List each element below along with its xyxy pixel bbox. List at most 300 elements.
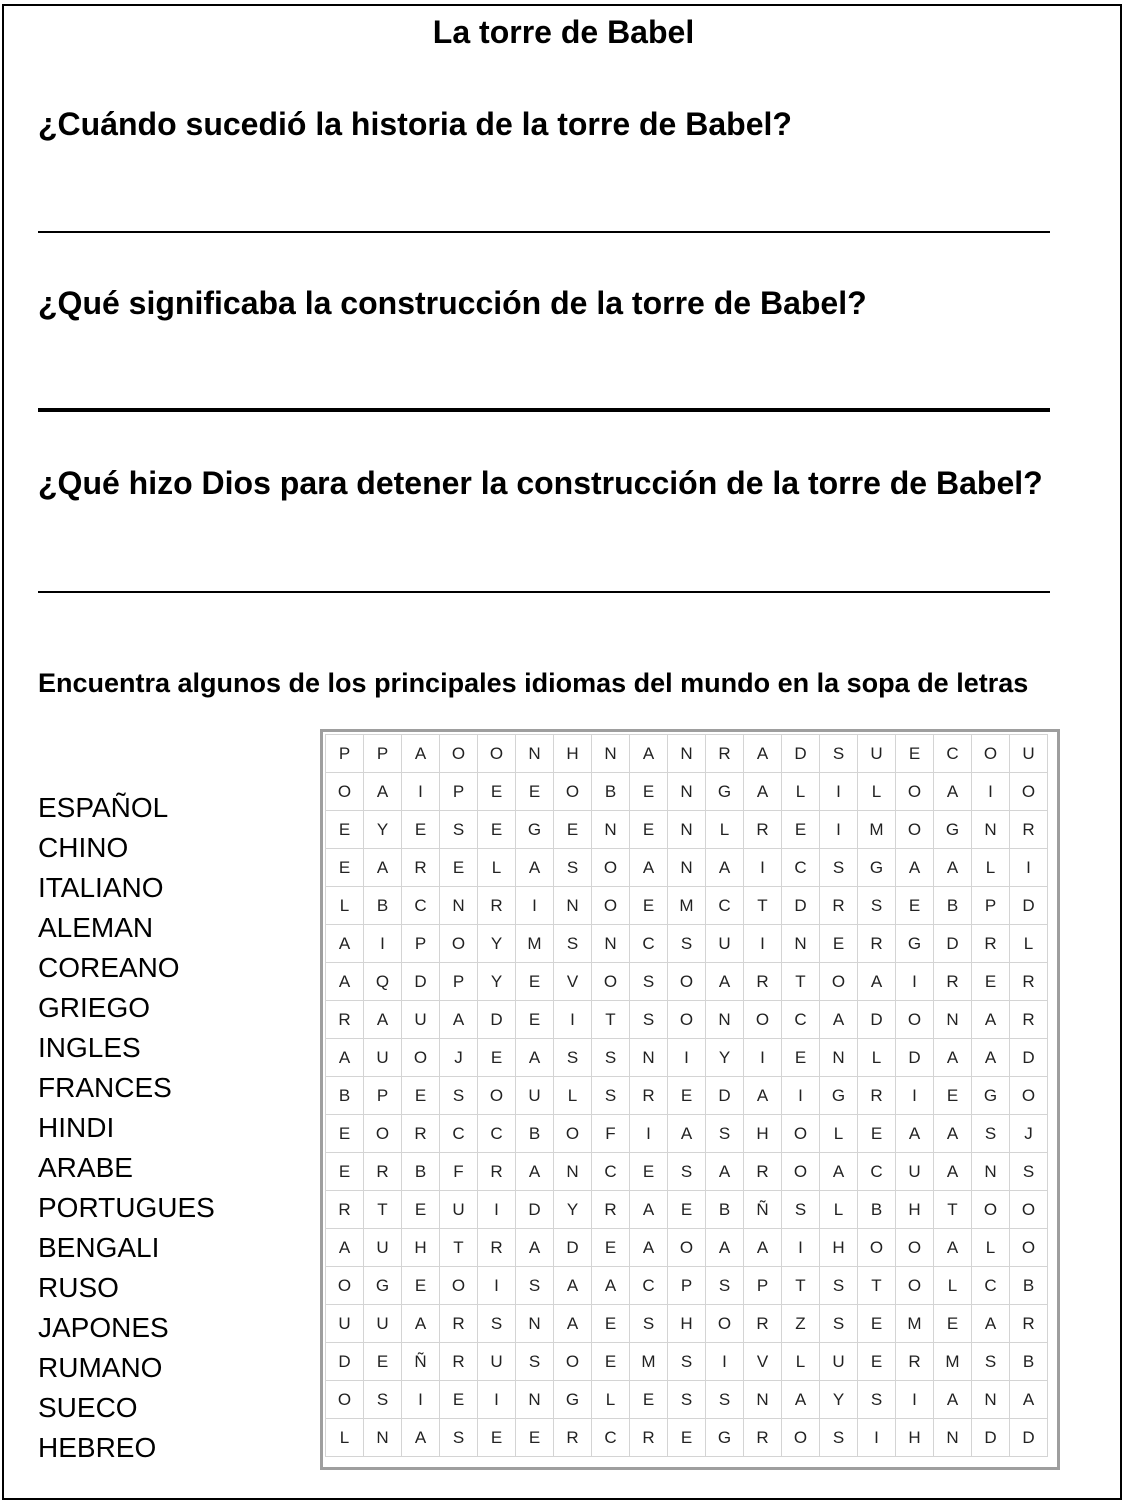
grid-cell[interactable]: E — [592, 1343, 630, 1381]
grid-cell[interactable]: R — [440, 1305, 478, 1343]
grid-cell[interactable]: B — [402, 1153, 440, 1191]
grid-cell[interactable]: E — [896, 887, 934, 925]
grid-cell[interactable]: G — [858, 849, 896, 887]
grid-cell[interactable]: I — [1010, 849, 1048, 887]
grid-cell[interactable]: R — [744, 1419, 782, 1457]
grid-cell[interactable]: G — [896, 925, 934, 963]
grid-cell[interactable]: S — [706, 1267, 744, 1305]
grid-cell[interactable]: A — [934, 1115, 972, 1153]
grid-cell[interactable]: I — [402, 773, 440, 811]
grid-cell[interactable]: O — [592, 887, 630, 925]
grid-cell[interactable]: A — [630, 1229, 668, 1267]
grid-cell[interactable]: R — [1010, 1305, 1048, 1343]
grid-cell[interactable]: A — [934, 1153, 972, 1191]
grid-cell[interactable]: I — [782, 1229, 820, 1267]
grid-cell[interactable]: L — [972, 849, 1010, 887]
grid-cell[interactable]: D — [896, 1039, 934, 1077]
grid-cell[interactable]: E — [478, 1039, 516, 1077]
grid-cell[interactable]: E — [402, 1191, 440, 1229]
grid-cell[interactable]: S — [782, 1191, 820, 1229]
answer-line-3[interactable] — [38, 591, 1050, 593]
grid-cell[interactable]: I — [478, 1381, 516, 1419]
grid-cell[interactable]: E — [402, 811, 440, 849]
grid-cell[interactable]: E — [630, 887, 668, 925]
grid-cell[interactable]: E — [630, 773, 668, 811]
grid-cell[interactable]: I — [364, 925, 402, 963]
grid-cell[interactable]: S — [478, 1305, 516, 1343]
grid-cell[interactable]: A — [820, 1153, 858, 1191]
grid-cell[interactable]: N — [630, 1039, 668, 1077]
grid-cell[interactable]: D — [1010, 1419, 1048, 1457]
grid-cell[interactable]: E — [934, 1077, 972, 1115]
grid-cell[interactable]: A — [592, 1267, 630, 1305]
grid-cell[interactable]: U — [706, 925, 744, 963]
grid-cell[interactable]: A — [934, 1039, 972, 1077]
grid-cell[interactable]: E — [478, 773, 516, 811]
grid-cell[interactable]: D — [1010, 1039, 1048, 1077]
grid-cell[interactable]: B — [934, 887, 972, 925]
grid-cell[interactable]: A — [326, 963, 364, 1001]
grid-cell[interactable]: A — [402, 1305, 440, 1343]
grid-cell[interactable]: A — [744, 773, 782, 811]
grid-cell[interactable]: S — [364, 1381, 402, 1419]
grid-cell[interactable]: B — [858, 1191, 896, 1229]
grid-cell[interactable]: C — [934, 735, 972, 773]
grid-cell[interactable]: A — [554, 1267, 592, 1305]
grid-cell[interactable]: O — [706, 1305, 744, 1343]
grid-cell[interactable]: I — [478, 1191, 516, 1229]
grid-cell[interactable]: V — [744, 1343, 782, 1381]
grid-cell[interactable]: R — [478, 1229, 516, 1267]
grid-cell[interactable]: U — [478, 1343, 516, 1381]
grid-cell[interactable]: T — [782, 1267, 820, 1305]
grid-cell[interactable]: P — [440, 773, 478, 811]
grid-cell[interactable]: L — [782, 773, 820, 811]
grid-cell[interactable]: N — [668, 735, 706, 773]
answer-line-2[interactable] — [38, 408, 1050, 412]
grid-cell[interactable]: Q — [364, 963, 402, 1001]
grid-cell[interactable]: J — [440, 1039, 478, 1077]
grid-cell[interactable]: C — [630, 925, 668, 963]
grid-cell[interactable]: A — [364, 849, 402, 887]
grid-cell[interactable]: L — [858, 1039, 896, 1077]
grid-cell[interactable]: L — [858, 773, 896, 811]
grid-cell[interactable]: Y — [820, 1381, 858, 1419]
grid-cell[interactable]: A — [706, 963, 744, 1001]
grid-cell[interactable]: C — [706, 887, 744, 925]
grid-cell[interactable]: A — [972, 1001, 1010, 1039]
grid-cell[interactable]: A — [326, 925, 364, 963]
grid-cell[interactable]: O — [1010, 773, 1048, 811]
grid-cell[interactable]: R — [972, 925, 1010, 963]
grid-cell[interactable]: E — [326, 1115, 364, 1153]
grid-cell[interactable]: H — [744, 1115, 782, 1153]
grid-cell[interactable]: D — [516, 1191, 554, 1229]
grid-cell[interactable]: E — [782, 811, 820, 849]
grid-cell[interactable]: H — [402, 1229, 440, 1267]
grid-cell[interactable]: S — [592, 1039, 630, 1077]
grid-cell[interactable]: B — [326, 1077, 364, 1115]
grid-cell[interactable]: E — [516, 1419, 554, 1457]
grid-cell[interactable]: H — [896, 1191, 934, 1229]
grid-cell[interactable]: M — [630, 1343, 668, 1381]
grid-cell[interactable]: Y — [554, 1191, 592, 1229]
grid-cell[interactable]: S — [820, 735, 858, 773]
grid-cell[interactable]: R — [1010, 811, 1048, 849]
grid-cell[interactable]: O — [592, 849, 630, 887]
grid-cell[interactable]: O — [554, 1115, 592, 1153]
grid-cell[interactable]: R — [744, 811, 782, 849]
grid-cell[interactable]: O — [478, 735, 516, 773]
grid-cell[interactable]: M — [858, 811, 896, 849]
grid-cell[interactable]: A — [364, 773, 402, 811]
grid-cell[interactable]: G — [934, 811, 972, 849]
grid-cell[interactable]: C — [478, 1115, 516, 1153]
grid-cell[interactable]: N — [972, 1153, 1010, 1191]
grid-cell[interactable]: A — [630, 1191, 668, 1229]
grid-cell[interactable]: S — [516, 1267, 554, 1305]
grid-cell[interactable]: E — [364, 1343, 402, 1381]
grid-cell[interactable]: I — [744, 849, 782, 887]
grid-cell[interactable]: U — [364, 1229, 402, 1267]
grid-cell[interactable]: E — [858, 1343, 896, 1381]
grid-cell[interactable]: O — [782, 1153, 820, 1191]
grid-cell[interactable]: C — [592, 1419, 630, 1457]
grid-cell[interactable]: O — [896, 811, 934, 849]
grid-cell[interactable]: D — [934, 925, 972, 963]
grid-cell[interactable]: S — [820, 849, 858, 887]
grid-cell[interactable]: R — [744, 963, 782, 1001]
grid-cell[interactable]: M — [668, 887, 706, 925]
grid-cell[interactable]: R — [402, 849, 440, 887]
grid-cell[interactable]: L — [326, 1419, 364, 1457]
grid-cell[interactable]: G — [820, 1077, 858, 1115]
grid-cell[interactable]: U — [1010, 735, 1048, 773]
grid-cell[interactable]: L — [972, 1229, 1010, 1267]
grid-cell[interactable]: A — [668, 1115, 706, 1153]
grid-cell[interactable]: O — [668, 1229, 706, 1267]
grid-cell[interactable]: N — [592, 925, 630, 963]
grid-cell[interactable]: S — [630, 963, 668, 1001]
grid-cell[interactable]: O — [402, 1039, 440, 1077]
grid-cell[interactable]: S — [668, 925, 706, 963]
grid-cell[interactable]: N — [668, 811, 706, 849]
grid-cell[interactable]: N — [934, 1001, 972, 1039]
grid-cell[interactable]: O — [440, 1267, 478, 1305]
grid-cell[interactable]: N — [744, 1381, 782, 1419]
grid-cell[interactable]: O — [478, 1077, 516, 1115]
grid-cell[interactable]: E — [782, 1039, 820, 1077]
grid-cell[interactable]: A — [934, 849, 972, 887]
grid-cell[interactable]: E — [478, 1419, 516, 1457]
grid-cell[interactable]: T — [858, 1267, 896, 1305]
grid-cell[interactable]: L — [820, 1115, 858, 1153]
grid-cell[interactable]: L — [592, 1381, 630, 1419]
grid-cell[interactable]: N — [972, 1381, 1010, 1419]
grid-cell[interactable]: D — [858, 1001, 896, 1039]
grid-cell[interactable]: N — [516, 1305, 554, 1343]
grid-cell[interactable]: Y — [478, 963, 516, 1001]
grid-cell[interactable]: A — [516, 1153, 554, 1191]
grid-cell[interactable]: I — [744, 1039, 782, 1077]
grid-cell[interactable]: A — [516, 849, 554, 887]
grid-cell[interactable]: B — [364, 887, 402, 925]
grid-cell[interactable]: S — [668, 1153, 706, 1191]
grid-cell[interactable]: S — [554, 849, 592, 887]
grid-cell[interactable]: N — [592, 811, 630, 849]
grid-cell[interactable]: H — [668, 1305, 706, 1343]
grid-cell[interactable]: S — [820, 1267, 858, 1305]
grid-cell[interactable]: E — [440, 1381, 478, 1419]
grid-cell[interactable]: R — [1010, 963, 1048, 1001]
grid-cell[interactable]: R — [630, 1419, 668, 1457]
grid-cell[interactable]: M — [516, 925, 554, 963]
grid-cell[interactable]: L — [782, 1343, 820, 1381]
grid-cell[interactable]: O — [782, 1419, 820, 1457]
grid-cell[interactable]: A — [364, 1001, 402, 1039]
grid-cell[interactable]: T — [364, 1191, 402, 1229]
grid-cell[interactable]: L — [820, 1191, 858, 1229]
grid-cell[interactable]: A — [516, 1039, 554, 1077]
grid-cell[interactable]: C — [972, 1267, 1010, 1305]
grid-cell[interactable]: U — [364, 1305, 402, 1343]
grid-cell[interactable]: S — [1010, 1153, 1048, 1191]
grid-cell[interactable]: L — [326, 887, 364, 925]
grid-cell[interactable]: L — [478, 849, 516, 887]
grid-cell[interactable]: D — [782, 887, 820, 925]
grid-cell[interactable]: B — [706, 1191, 744, 1229]
grid-cell[interactable]: U — [364, 1039, 402, 1077]
grid-cell[interactable]: G — [706, 1419, 744, 1457]
grid-cell[interactable]: E — [516, 773, 554, 811]
grid-cell[interactable]: N — [972, 811, 1010, 849]
grid-cell[interactable]: U — [858, 735, 896, 773]
grid-cell[interactable]: H — [554, 735, 592, 773]
grid-cell[interactable]: R — [478, 1153, 516, 1191]
grid-cell[interactable]: I — [744, 925, 782, 963]
grid-cell[interactable]: M — [896, 1305, 934, 1343]
grid-cell[interactable]: O — [1010, 1229, 1048, 1267]
grid-cell[interactable]: L — [1010, 925, 1048, 963]
grid-cell[interactable]: S — [554, 925, 592, 963]
grid-cell[interactable]: G — [554, 1381, 592, 1419]
grid-cell[interactable]: N — [820, 1039, 858, 1077]
grid-cell[interactable]: O — [896, 1229, 934, 1267]
grid-cell[interactable]: D — [402, 963, 440, 1001]
grid-cell[interactable]: A — [820, 1001, 858, 1039]
grid-cell[interactable]: D — [478, 1001, 516, 1039]
grid-cell[interactable]: C — [402, 887, 440, 925]
grid-cell[interactable]: U — [516, 1077, 554, 1115]
grid-cell[interactable]: E — [326, 849, 364, 887]
grid-cell[interactable]: T — [440, 1229, 478, 1267]
grid-cell[interactable]: A — [706, 849, 744, 887]
grid-cell[interactable]: E — [402, 1267, 440, 1305]
grid-cell[interactable]: S — [440, 1077, 478, 1115]
grid-cell[interactable]: Ñ — [744, 1191, 782, 1229]
grid-cell[interactable]: F — [592, 1115, 630, 1153]
grid-cell[interactable]: S — [706, 1381, 744, 1419]
grid-cell[interactable]: O — [440, 925, 478, 963]
grid-cell[interactable]: I — [706, 1343, 744, 1381]
answer-line-1[interactable] — [38, 231, 1050, 233]
grid-cell[interactable]: P — [440, 963, 478, 1001]
grid-cell[interactable]: I — [896, 1381, 934, 1419]
grid-cell[interactable]: I — [782, 1077, 820, 1115]
grid-cell[interactable]: E — [440, 849, 478, 887]
grid-cell[interactable]: A — [858, 963, 896, 1001]
grid-cell[interactable]: R — [402, 1115, 440, 1153]
grid-cell[interactable]: E — [326, 1153, 364, 1191]
grid-cell[interactable]: G — [516, 811, 554, 849]
grid-cell[interactable]: U — [326, 1305, 364, 1343]
grid-cell[interactable]: I — [820, 773, 858, 811]
grid-cell[interactable]: A — [744, 735, 782, 773]
grid-cell[interactable]: O — [668, 963, 706, 1001]
grid-cell[interactable]: R — [592, 1191, 630, 1229]
grid-cell[interactable]: F — [440, 1153, 478, 1191]
grid-cell[interactable]: I — [858, 1419, 896, 1457]
grid-cell[interactable]: N — [592, 735, 630, 773]
grid-cell[interactable]: E — [516, 963, 554, 1001]
grid-cell[interactable]: I — [896, 1077, 934, 1115]
grid-cell[interactable]: E — [896, 735, 934, 773]
grid-cell[interactable]: R — [326, 1001, 364, 1039]
grid-cell[interactable]: N — [516, 1381, 554, 1419]
grid-cell[interactable]: S — [440, 1419, 478, 1457]
grid-cell[interactable]: S — [440, 811, 478, 849]
grid-cell[interactable]: B — [1010, 1343, 1048, 1381]
grid-cell[interactable]: R — [326, 1191, 364, 1229]
grid-cell[interactable]: A — [972, 1039, 1010, 1077]
grid-cell[interactable]: S — [630, 1305, 668, 1343]
grid-cell[interactable]: E — [402, 1077, 440, 1115]
grid-cell[interactable]: R — [1010, 1001, 1048, 1039]
grid-cell[interactable]: R — [744, 1153, 782, 1191]
grid-cell[interactable]: P — [364, 735, 402, 773]
grid-cell[interactable]: N — [668, 849, 706, 887]
grid-cell[interactable]: P — [972, 887, 1010, 925]
grid-cell[interactable]: N — [364, 1419, 402, 1457]
grid-cell[interactable]: E — [858, 1305, 896, 1343]
grid-cell[interactable]: D — [326, 1343, 364, 1381]
grid-cell[interactable]: U — [440, 1191, 478, 1229]
grid-cell[interactable]: N — [782, 925, 820, 963]
grid-cell[interactable]: A — [630, 735, 668, 773]
grid-cell[interactable]: S — [516, 1343, 554, 1381]
grid-cell[interactable]: A — [326, 1229, 364, 1267]
grid-cell[interactable]: O — [554, 773, 592, 811]
grid-cell[interactable]: A — [934, 1229, 972, 1267]
grid-cell[interactable]: E — [668, 1077, 706, 1115]
grid-cell[interactable]: A — [744, 1229, 782, 1267]
grid-cell[interactable]: R — [858, 1077, 896, 1115]
grid-cell[interactable]: S — [706, 1115, 744, 1153]
grid-cell[interactable]: D — [706, 1077, 744, 1115]
grid-cell[interactable]: A — [896, 1115, 934, 1153]
grid-cell[interactable]: O — [326, 773, 364, 811]
grid-cell[interactable]: L — [554, 1077, 592, 1115]
grid-cell[interactable]: E — [630, 1381, 668, 1419]
grid-cell[interactable]: L — [706, 811, 744, 849]
grid-cell[interactable]: T — [592, 1001, 630, 1039]
grid-cell[interactable]: C — [592, 1153, 630, 1191]
grid-cell[interactable]: A — [782, 1381, 820, 1419]
grid-cell[interactable]: E — [478, 811, 516, 849]
grid-cell[interactable]: U — [896, 1153, 934, 1191]
grid-cell[interactable]: I — [516, 887, 554, 925]
grid-cell[interactable]: C — [782, 1001, 820, 1039]
grid-cell[interactable]: R — [478, 887, 516, 925]
grid-cell[interactable]: A — [1010, 1381, 1048, 1419]
grid-cell[interactable]: E — [668, 1191, 706, 1229]
grid-cell[interactable]: D — [1010, 887, 1048, 925]
grid-cell[interactable]: C — [630, 1267, 668, 1305]
grid-cell[interactable]: U — [402, 1001, 440, 1039]
grid-cell[interactable]: R — [440, 1343, 478, 1381]
grid-cell[interactable]: R — [744, 1305, 782, 1343]
grid-cell[interactable]: I — [554, 1001, 592, 1039]
grid-cell[interactable]: A — [896, 849, 934, 887]
grid-cell[interactable]: E — [592, 1229, 630, 1267]
grid-cell[interactable]: R — [554, 1419, 592, 1457]
grid-cell[interactable]: O — [972, 1191, 1010, 1229]
grid-cell[interactable]: T — [782, 963, 820, 1001]
grid-cell[interactable]: O — [896, 1267, 934, 1305]
grid-cell[interactable]: P — [364, 1077, 402, 1115]
grid-cell[interactable]: J — [1010, 1115, 1048, 1153]
grid-cell[interactable]: A — [972, 1305, 1010, 1343]
grid-cell[interactable]: O — [744, 1001, 782, 1039]
grid-cell[interactable]: N — [516, 735, 554, 773]
grid-cell[interactable]: A — [326, 1039, 364, 1077]
grid-cell[interactable]: V — [554, 963, 592, 1001]
grid-cell[interactable]: R — [820, 887, 858, 925]
grid-cell[interactable]: O — [972, 735, 1010, 773]
grid-cell[interactable]: A — [554, 1305, 592, 1343]
grid-cell[interactable]: O — [782, 1115, 820, 1153]
grid-cell[interactable]: S — [820, 1419, 858, 1457]
grid-cell[interactable]: Y — [478, 925, 516, 963]
grid-cell[interactable]: O — [820, 963, 858, 1001]
grid-cell[interactable]: O — [1010, 1191, 1048, 1229]
grid-cell[interactable]: E — [972, 963, 1010, 1001]
grid-cell[interactable]: A — [516, 1229, 554, 1267]
grid-cell[interactable]: O — [668, 1001, 706, 1039]
grid-cell[interactable]: I — [668, 1039, 706, 1077]
grid-cell[interactable]: D — [972, 1419, 1010, 1457]
grid-cell[interactable]: E — [630, 1153, 668, 1191]
grid-cell[interactable]: C — [440, 1115, 478, 1153]
grid-cell[interactable]: O — [326, 1381, 364, 1419]
grid-cell[interactable]: G — [972, 1077, 1010, 1115]
grid-cell[interactable]: E — [934, 1305, 972, 1343]
grid-cell[interactable]: E — [858, 1115, 896, 1153]
grid-cell[interactable]: P — [668, 1267, 706, 1305]
grid-cell[interactable]: B — [516, 1115, 554, 1153]
grid-cell[interactable]: O — [1010, 1077, 1048, 1115]
grid-cell[interactable]: Z — [782, 1305, 820, 1343]
grid-cell[interactable]: S — [972, 1115, 1010, 1153]
grid-cell[interactable]: O — [896, 773, 934, 811]
grid-cell[interactable]: D — [554, 1229, 592, 1267]
grid-cell[interactable]: R — [706, 735, 744, 773]
grid-cell[interactable]: G — [364, 1267, 402, 1305]
grid-cell[interactable]: A — [440, 1001, 478, 1039]
grid-cell[interactable]: A — [706, 1153, 744, 1191]
grid-cell[interactable]: R — [858, 925, 896, 963]
grid-cell[interactable]: S — [668, 1381, 706, 1419]
